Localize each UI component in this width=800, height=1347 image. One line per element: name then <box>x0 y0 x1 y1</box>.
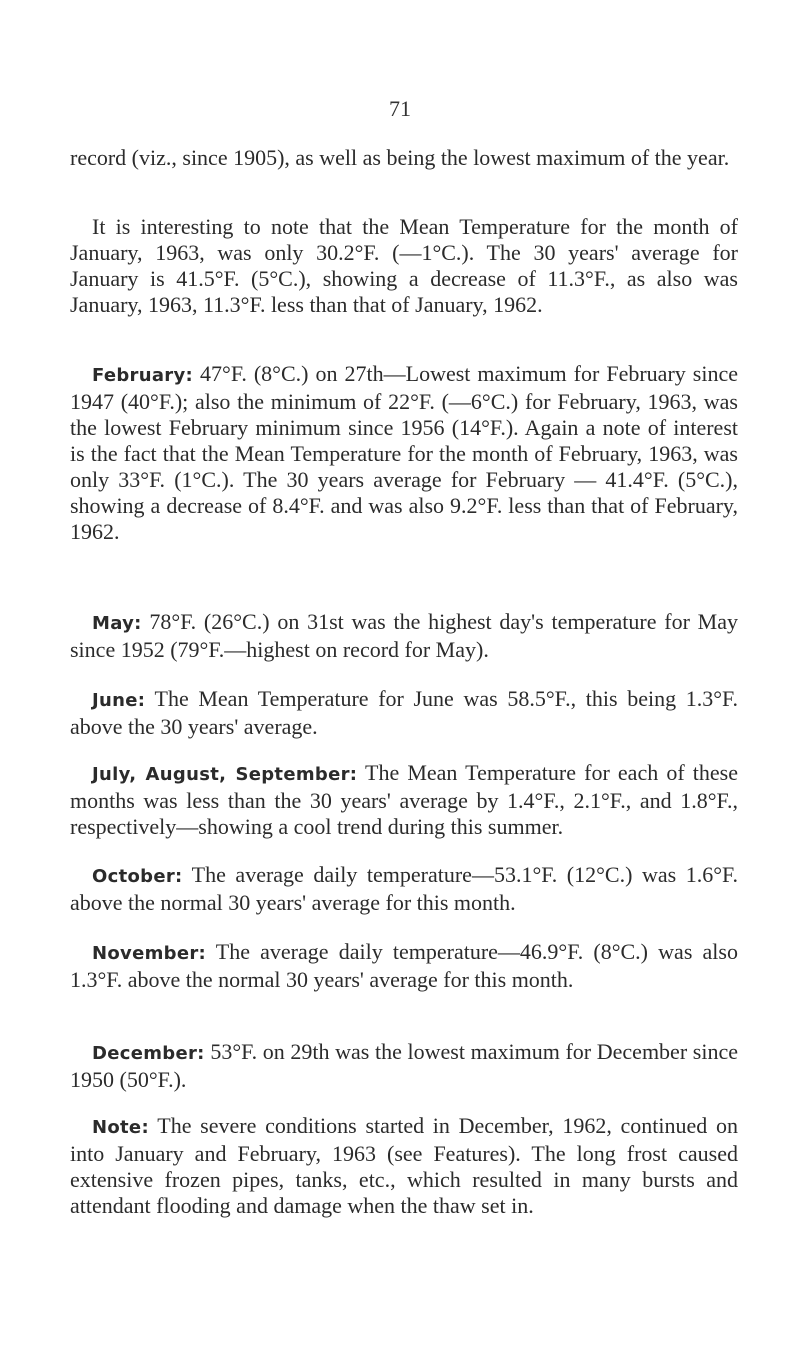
section-heading: November: <box>92 943 206 964</box>
paragraph-text: 53°F. on 29th was the lowest maximum for December since 1950 (50°F.). <box>70 1039 739 1092</box>
section-heading: Note: <box>92 1117 149 1138</box>
section-heading: February: <box>92 365 194 386</box>
section-heading: May: <box>92 613 142 634</box>
section-heading: July, August, September: <box>92 764 358 785</box>
paragraph-may <box>70 609 738 663</box>
paragraph-text: 78°F. (26°C.) on 31st was the highest day's temperature for May since 1952 (79°F.—highest on record for May). <box>70 609 739 662</box>
paragraph-note <box>70 1113 738 1219</box>
paragraph-october <box>70 862 738 916</box>
paragraph-summer <box>70 760 738 840</box>
paragraph-continuation <box>70 145 738 171</box>
section-heading: June: <box>92 690 146 711</box>
section-heading: December: <box>92 1043 205 1064</box>
paragraph-february <box>70 361 738 545</box>
paragraph-text: 47°F. (8°C.) on 27th—Lowest maximum for February since 1947 (40°F.); also the minimum of 22°F. (—6°C.) for February, 1963, was the lowest February minimum since 1956 (14°F.). Again a note of interest is the fact that the Mean Temperature for the month of February, 1963, was only 33°F. (1°C.). The 30 years average for February — 41.4°F. (5°C.), showing a decrease of 8.4°F. and was also 9.2°F. less than that of February, 1962. <box>70 361 738 544</box>
page-number: 71 <box>389 96 411 121</box>
paragraph-november <box>70 939 738 993</box>
paragraph-text: record (viz., since 1905), as well as being the lowest maximum of the year. <box>70 145 730 170</box>
section-heading: October: <box>92 866 183 887</box>
paragraph-june <box>70 686 738 740</box>
paragraph-text: The severe conditions started in December, 1962, continued on into January and February, 1963 (see Features). The long frost caused extensive frozen pipes, tanks, etc., which resulted in many bursts and attendant flooding and damage when the thaw set in. <box>70 1113 738 1218</box>
paragraph-text: The Mean Temperature for June was 58.5°F., this being 1.3°F. above the 30 years' average. <box>70 686 738 739</box>
paragraph-text: The average daily temperature—53.1°F. (12°C.) was 1.6°F. above the normal 30 years' average for this month. <box>70 862 738 915</box>
paragraph-text: It is interesting to note that the Mean Temperature for the month of January, 1963, was only 30.2°F. (—1°C.). The 30 years' average for January is 41.5°F. (5°C.), showing a decrease of 11.3°F., as also was January, 1963, 11.3°F. less than that of January, 1962. <box>70 214 738 317</box>
paragraph-text: The average daily temperature—46.9°F. (8°C.) was also 1.3°F. above the normal 30 years' average for this month. <box>70 939 738 992</box>
paragraph-text: The Mean Temperature for each of these months was less than the 30 years' average by 1.4°F., 2.1°F., and 1.8°F., respectively—showing a cool trend during this summer. <box>70 760 739 839</box>
paragraph-december <box>70 1039 738 1093</box>
paragraph-january <box>70 214 738 318</box>
